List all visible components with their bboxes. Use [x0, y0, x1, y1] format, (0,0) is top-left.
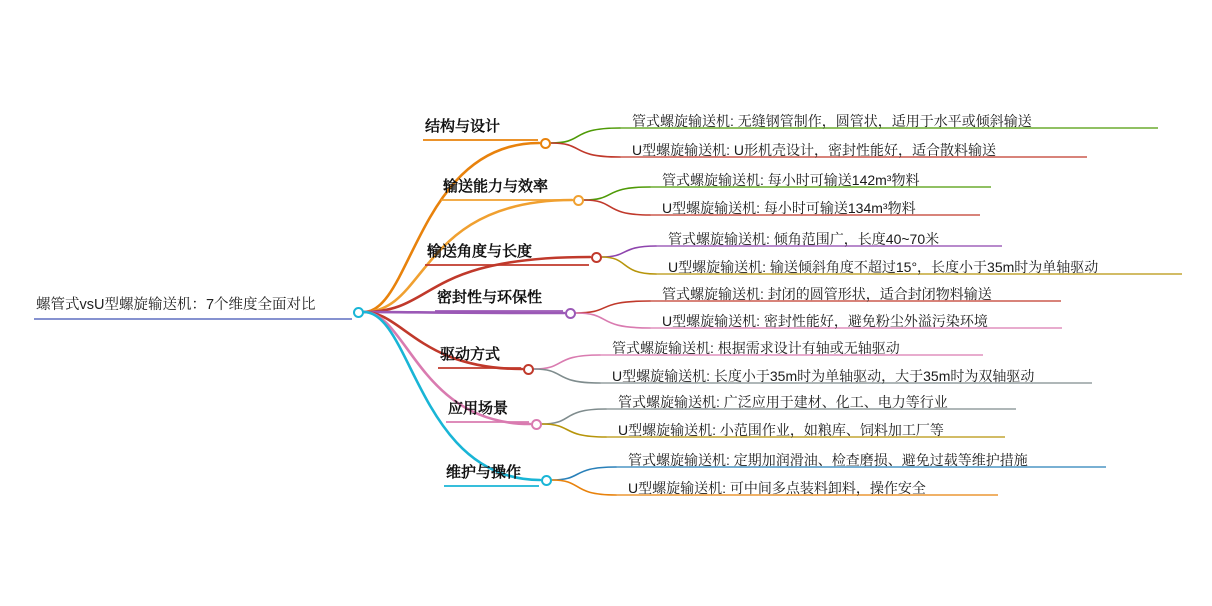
- branch-node-label-2[interactable]: 输送角度与长度: [427, 243, 533, 260]
- connector-line: [584, 187, 650, 200]
- leaf-node-label-6-0[interactable]: 管式螺旋输送机: 定期加润滑油、检查磨损、避免过载等维护措施: [628, 452, 1028, 468]
- connector-line: [364, 143, 539, 312]
- leaf-node-label-2-0[interactable]: 管式螺旋输送机: 倾角范围广，长度40~70米: [668, 231, 940, 247]
- branch-node-label-1[interactable]: 输送能力与效率: [443, 178, 549, 195]
- connector-line: [584, 200, 650, 215]
- leaf-node-label-4-0[interactable]: 管式螺旋输送机: 根据需求设计有轴或无轴驱动: [612, 340, 900, 356]
- leaf-node-label-6-1[interactable]: U型螺旋输送机: 可中间多点装料卸料，操作安全: [628, 480, 926, 496]
- leaf-node-label-5-0[interactable]: 管式螺旋输送机: 广泛应用于建材、化工、电力等行业: [618, 394, 948, 410]
- leaf-node-label-2-1[interactable]: U型螺旋输送机: 输送倾斜角度不超过15°，长度小于35m时为单轴驱动: [668, 259, 1099, 275]
- connector-line: [542, 409, 606, 424]
- connector-line: [602, 257, 656, 274]
- branch-node-dot-2[interactable]: [591, 252, 602, 263]
- branch-node-dot-5[interactable]: [531, 419, 542, 430]
- branch-node-label-6[interactable]: 维护与操作: [446, 464, 522, 481]
- branch-node-dot-0[interactable]: [540, 138, 551, 149]
- branch-node-dot-3[interactable]: [565, 308, 576, 319]
- leaf-node-label-3-0[interactable]: 管式螺旋输送机: 封闭的圆管形状，适合封闭物料输送: [662, 286, 992, 302]
- connector-line: [551, 128, 620, 143]
- branch-node-label-0[interactable]: 结构与设计: [425, 118, 501, 135]
- leaf-node-label-4-1[interactable]: U型螺旋输送机: 长度小于35m时为单轴驱动，大于35m时为双轴驱动: [612, 368, 1035, 384]
- connector-line: [534, 355, 600, 369]
- leaf-node-label-0-1[interactable]: U型螺旋输送机: U形机壳设计，密封性能好，适合散料输送: [632, 142, 996, 158]
- connector-line: [551, 143, 620, 157]
- connector-line: [602, 246, 656, 257]
- connector-line: [552, 480, 616, 495]
- leaf-node-label-0-0[interactable]: 管式螺旋输送机: 无缝钢管制作，圆管状，适用于水平或倾斜输送: [632, 113, 1032, 129]
- branch-node-label-3[interactable]: 密封性与环保性: [437, 289, 543, 306]
- leaf-node-label-3-1[interactable]: U型螺旋输送机: 密封性能好，避免粉尘外溢污染环境: [662, 313, 988, 329]
- leaf-node-label-1-0[interactable]: 管式螺旋输送机: 每小时可输送142m³物料: [662, 172, 920, 188]
- connector-line: [576, 301, 650, 313]
- root-node-label[interactable]: 螺管式vsU型螺旋输送机：7个维度全面对比: [36, 297, 316, 313]
- branch-node-label-4[interactable]: 驱动方式: [440, 346, 501, 363]
- leaf-node-label-5-1[interactable]: U型螺旋输送机: 小范围作业，如粮库、饲料加工厂等: [618, 422, 944, 438]
- leaf-node-label-1-1[interactable]: U型螺旋输送机: 每小时可输送134m³物料: [662, 200, 916, 216]
- branch-node-dot-6[interactable]: [541, 475, 552, 486]
- root-node-dot[interactable]: [353, 307, 364, 318]
- branch-node-dot-4[interactable]: [523, 364, 534, 375]
- connector-line: [576, 313, 650, 328]
- branch-node-label-5[interactable]: 应用场景: [448, 400, 509, 417]
- connector-line: [534, 369, 600, 383]
- connector-line: [364, 312, 564, 313]
- connector-line: [542, 424, 606, 437]
- connector-line: [364, 312, 540, 480]
- connector-line: [552, 467, 616, 480]
- branch-node-dot-1[interactable]: [573, 195, 584, 206]
